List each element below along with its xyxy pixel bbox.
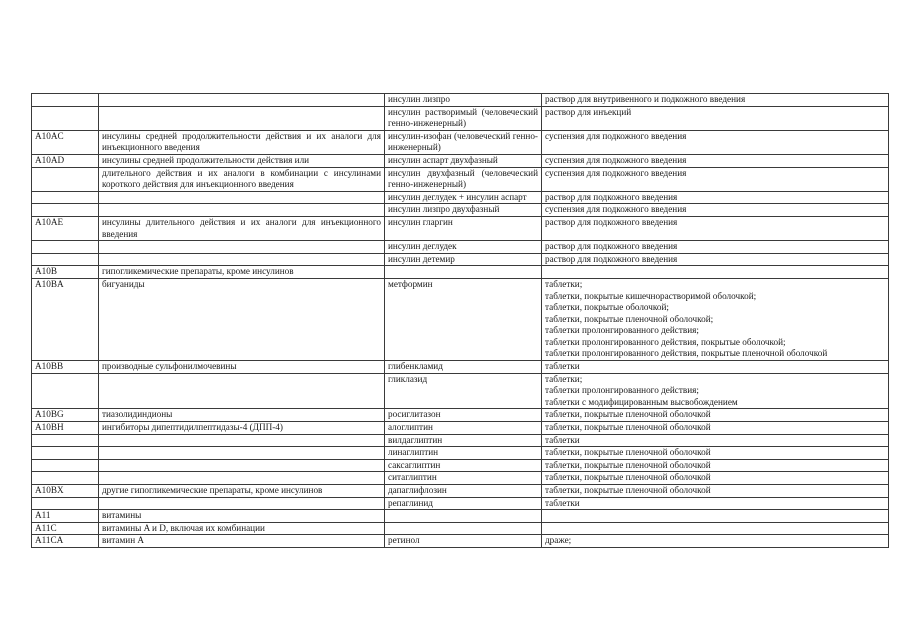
dosage-forms-cell bbox=[542, 154, 889, 167]
table-row bbox=[32, 216, 889, 240]
dosage-form-item: таблетки пролонгированного действия, покрытые пленочной оболочкой bbox=[545, 348, 828, 359]
table-row bbox=[32, 167, 889, 191]
dosage-forms-cell bbox=[542, 497, 889, 510]
group-name-cell: инсулины средней продолжительности действия и их аналоги для инъекционного введения bbox=[99, 130, 385, 154]
dosage-form-item: суспензия для подкожного введения bbox=[545, 167, 687, 178]
drug-name-cell: инсулин аспарт двухфазный bbox=[385, 154, 542, 167]
table-row bbox=[32, 510, 889, 523]
drug-name-cell: ситаглиптин bbox=[385, 472, 542, 485]
group-name-cell: инсулины средней продолжительности действия или bbox=[99, 154, 385, 167]
atc-code-cell bbox=[32, 167, 99, 191]
atc-code-cell: A10AC bbox=[32, 130, 99, 154]
group-name-cell: витамины bbox=[99, 510, 385, 523]
dosage-forms-cell bbox=[542, 204, 889, 217]
dosage-forms-cell bbox=[542, 447, 889, 460]
dosage-form-item: таблетки; bbox=[545, 278, 583, 289]
group-name-cell bbox=[99, 191, 385, 204]
atc-code-cell: A10AE bbox=[32, 216, 99, 240]
table-row bbox=[32, 361, 889, 374]
table-row bbox=[32, 459, 889, 472]
table-row bbox=[32, 535, 889, 548]
atc-code-cell bbox=[32, 204, 99, 217]
dosage-forms-cell bbox=[542, 167, 889, 191]
table-body bbox=[32, 94, 889, 548]
dosage-form-item: таблетки; bbox=[545, 373, 583, 384]
drug-name-cell: ретинол bbox=[385, 535, 542, 548]
dosage-forms-cell bbox=[542, 361, 889, 374]
atc-code-cell bbox=[32, 191, 99, 204]
dosage-forms-cell bbox=[542, 434, 889, 447]
drug-name-cell: метформин bbox=[385, 278, 542, 360]
dosage-form-item: таблетки пролонгированного действия; bbox=[545, 325, 699, 336]
drug-name-cell bbox=[385, 266, 542, 279]
drug-name-cell: инсулин растворимый (человеческий генно-инженерный) bbox=[385, 106, 542, 130]
drug-name-cell: линаглиптин bbox=[385, 447, 542, 460]
dosage-forms-cell bbox=[542, 472, 889, 485]
table-row bbox=[32, 522, 889, 535]
drug-name-cell: инсулин деглудек + инсулин аспарт bbox=[385, 191, 542, 204]
table-row bbox=[32, 106, 889, 130]
dosage-form-item: таблетки, покрытые пленочной оболочкой; bbox=[545, 313, 714, 324]
table-row bbox=[32, 253, 889, 266]
table-row bbox=[32, 472, 889, 485]
group-name-cell: витамин A bbox=[99, 535, 385, 548]
table-row bbox=[32, 422, 889, 435]
dosage-form-item: таблетки, покрытые пленочной оболочкой bbox=[545, 459, 711, 470]
group-name-cell bbox=[99, 253, 385, 266]
group-name-cell bbox=[99, 373, 385, 409]
dosage-form-item: таблетки пролонгированного действия; bbox=[545, 385, 699, 396]
drug-name-cell: гликлазид bbox=[385, 373, 542, 409]
drug-name-cell: дапаглифлозин bbox=[385, 485, 542, 498]
group-name-cell: ингибиторы дипептидилпептидазы-4 (ДПП-4) bbox=[99, 422, 385, 435]
dosage-form-item: таблетки, покрытые пленочной оболочкой bbox=[545, 409, 711, 420]
drug-name-cell: алоглиптин bbox=[385, 422, 542, 435]
group-name-cell: бигуаниды bbox=[99, 278, 385, 360]
atc-code-cell bbox=[32, 434, 99, 447]
drug-name-cell: инсулин двухфазный (человеческий генно-инженерный) bbox=[385, 167, 542, 191]
dosage-form-item: таблетки, покрытые кишечнорастворимой оболочкой; bbox=[545, 290, 757, 301]
dosage-forms-cell bbox=[542, 253, 889, 266]
table-row bbox=[32, 94, 889, 107]
atc-code-cell bbox=[32, 253, 99, 266]
dosage-form-item: таблетки bbox=[545, 434, 580, 445]
atc-code-cell: A10BH bbox=[32, 422, 99, 435]
dosage-forms-cell bbox=[542, 409, 889, 422]
dosage-form-item: суспензия для подкожного введения bbox=[545, 130, 687, 141]
drug-name-cell bbox=[385, 522, 542, 535]
dosage-form-item: раствор для подкожного введения bbox=[545, 191, 678, 202]
atc-code-cell bbox=[32, 497, 99, 510]
group-name-cell bbox=[99, 472, 385, 485]
atc-code-cell: A10BX bbox=[32, 485, 99, 498]
drug-name-cell: саксаглиптин bbox=[385, 459, 542, 472]
drug-list-table bbox=[31, 93, 889, 548]
atc-code-cell: A10BG bbox=[32, 409, 99, 422]
dosage-form-item: раствор для инъекций bbox=[545, 106, 632, 117]
atc-code-cell bbox=[32, 241, 99, 254]
dosage-form-item: таблетки с модифицированным высвобождением bbox=[545, 396, 738, 407]
group-name-cell bbox=[99, 94, 385, 107]
group-name-cell bbox=[99, 241, 385, 254]
table-row bbox=[32, 447, 889, 460]
group-name-cell bbox=[99, 106, 385, 130]
drug-name-cell: росиглитазон bbox=[385, 409, 542, 422]
table-row bbox=[32, 130, 889, 154]
drug-name-cell: глибенкламид bbox=[385, 361, 542, 374]
atc-code-cell bbox=[32, 106, 99, 130]
dosage-forms-cell bbox=[542, 241, 889, 254]
dosage-form-item: таблетки bbox=[545, 497, 580, 508]
drug-name-cell: инсулин детемир bbox=[385, 253, 542, 266]
dosage-forms-cell bbox=[542, 106, 889, 130]
drug-name-cell: вилдаглиптин bbox=[385, 434, 542, 447]
group-name-cell: производные сульфонилмочевины bbox=[99, 361, 385, 374]
table-row bbox=[32, 409, 889, 422]
dosage-forms-cell bbox=[542, 130, 889, 154]
dosage-forms-cell bbox=[542, 422, 889, 435]
atc-code-cell bbox=[32, 94, 99, 107]
dosage-forms-cell bbox=[542, 191, 889, 204]
table-row bbox=[32, 241, 889, 254]
group-name-cell: витамины A и D, включая их комбинации bbox=[99, 522, 385, 535]
table-row bbox=[32, 373, 889, 409]
table-row bbox=[32, 278, 889, 360]
dosage-forms-cell bbox=[542, 485, 889, 498]
dosage-form-item: таблетки, покрытые пленочной оболочкой bbox=[545, 472, 711, 483]
table-row bbox=[32, 191, 889, 204]
atc-code-cell bbox=[32, 459, 99, 472]
drug-name-cell: репаглинид bbox=[385, 497, 542, 510]
dosage-forms-cell bbox=[542, 266, 889, 279]
atc-code-cell: A10BA bbox=[32, 278, 99, 360]
group-name-cell: длительного действия и их аналоги в комбинации с инсулинами короткого действия для инъекционного введения bbox=[99, 167, 385, 191]
dosage-form-item: раствор для подкожного введения bbox=[545, 253, 678, 264]
dosage-form-item: раствор для подкожного введения bbox=[545, 241, 678, 252]
group-name-cell: гипогликемические препараты, кроме инсулинов bbox=[99, 266, 385, 279]
table-row bbox=[32, 497, 889, 510]
atc-code-cell: A10B bbox=[32, 266, 99, 279]
group-name-cell bbox=[99, 459, 385, 472]
atc-code-cell: A10BB bbox=[32, 361, 99, 374]
drug-name-cell: инсулин деглудек bbox=[385, 241, 542, 254]
atc-code-cell: A11C bbox=[32, 522, 99, 535]
dosage-forms-cell bbox=[542, 510, 889, 523]
table-row bbox=[32, 154, 889, 167]
drug-name-cell: инсулин лизпро двухфазный bbox=[385, 204, 542, 217]
dosage-form-item: таблетки, покрытые пленочной оболочкой bbox=[545, 485, 711, 495]
table-row bbox=[32, 485, 889, 498]
table-row bbox=[32, 266, 889, 279]
group-name-cell: инсулины длительного действия и их аналоги для инъекционного введения bbox=[99, 216, 385, 240]
group-name-cell bbox=[99, 497, 385, 510]
dosage-form-item: драже; bbox=[545, 535, 572, 546]
dosage-forms-cell bbox=[542, 459, 889, 472]
atc-code-cell bbox=[32, 373, 99, 409]
dosage-forms-cell bbox=[542, 373, 889, 409]
drug-name-cell: инсулин лизпро bbox=[385, 94, 542, 107]
table-row bbox=[32, 204, 889, 217]
group-name-cell: другие гипогликемические препараты, кроме инсулинов bbox=[99, 485, 385, 498]
group-name-cell bbox=[99, 447, 385, 460]
dosage-forms-cell bbox=[542, 216, 889, 240]
drug-name-cell bbox=[385, 510, 542, 523]
drug-name-cell: инсулин гларгин bbox=[385, 216, 542, 240]
dosage-forms-cell bbox=[542, 522, 889, 535]
dosage-forms-cell bbox=[542, 278, 889, 360]
drug-name-cell: инсулин-изофан (человеческий генно-инженерный) bbox=[385, 130, 542, 154]
dosage-form-item: раствор для подкожного введения bbox=[545, 216, 678, 227]
dosage-form-item: суспензия для подкожного введения bbox=[545, 204, 687, 215]
atc-code-cell: A10AD bbox=[32, 154, 99, 167]
dosage-forms-cell bbox=[542, 535, 889, 548]
group-name-cell bbox=[99, 434, 385, 447]
atc-code-cell bbox=[32, 447, 99, 460]
dosage-form-item: таблетки bbox=[545, 361, 580, 372]
dosage-form-item: раствор для внутривенного и подкожного введения bbox=[545, 94, 746, 104]
table-row bbox=[32, 434, 889, 447]
atc-code-cell: A11 bbox=[32, 510, 99, 523]
dosage-form-item: таблетки, покрытые оболочкой; bbox=[545, 302, 669, 313]
group-name-cell bbox=[99, 204, 385, 217]
dosage-form-item: таблетки, покрытые пленочной оболочкой bbox=[545, 422, 711, 433]
dosage-forms-cell bbox=[542, 94, 889, 107]
group-name-cell: тиазолидиндионы bbox=[99, 409, 385, 422]
dosage-form-item: таблетки пролонгированного действия, покрытые оболочкой; bbox=[545, 336, 786, 347]
atc-code-cell: A11CA bbox=[32, 535, 99, 548]
dosage-form-item: таблетки, покрытые пленочной оболочкой bbox=[545, 447, 711, 458]
dosage-form-item: суспензия для подкожного введения bbox=[545, 154, 687, 165]
atc-code-cell bbox=[32, 472, 99, 485]
